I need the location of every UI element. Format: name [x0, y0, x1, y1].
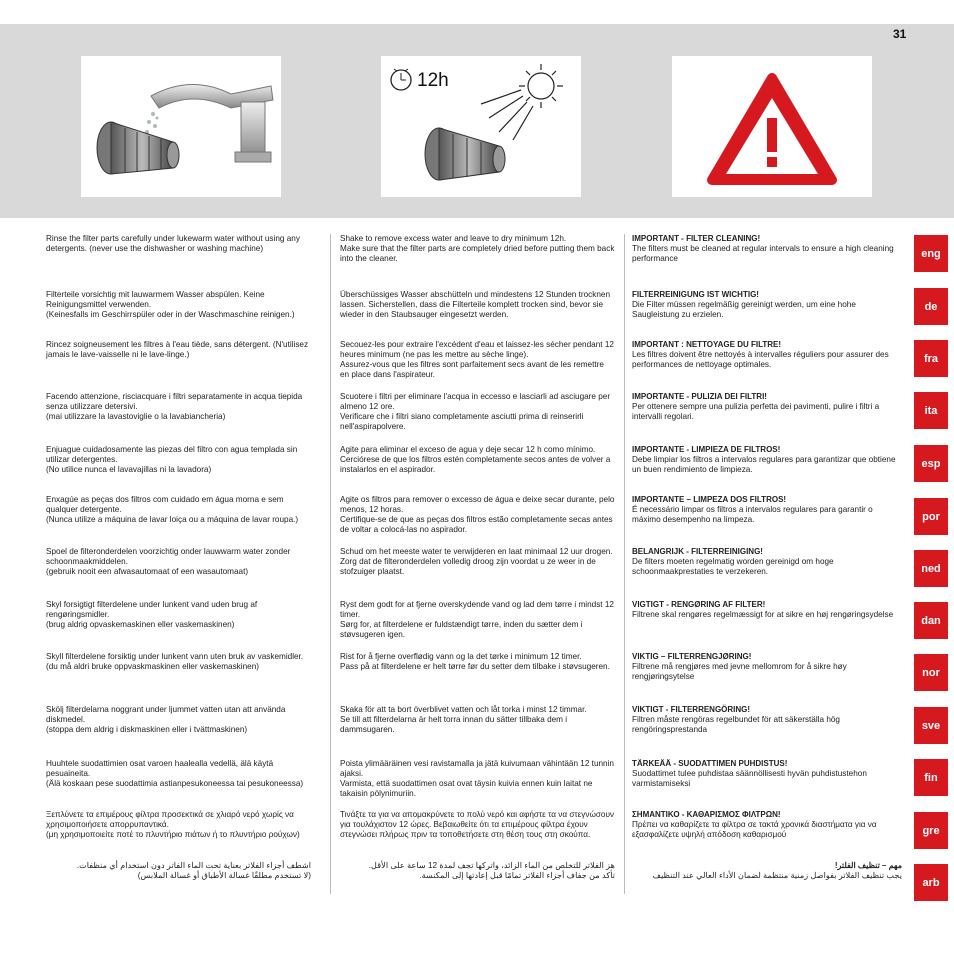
- warning-title: TÄRKEÄÄ - SUODATTIMEN PUHDISTUS!: [632, 759, 788, 768]
- instruction-text: (mai utilizzare la lavastoviglie o la lavabiancheria): [46, 412, 226, 421]
- instruction-fin: [46, 759, 311, 789]
- instruction-text: Cerciórese de que los filtros estén completamente secos antes de volver a instalarlos en el aspirador.: [340, 455, 611, 474]
- language-tab-fin: fin: [914, 759, 948, 796]
- language-tab-de: de: [914, 288, 948, 325]
- instruction-text: Skyll filterdelene forsiktig under lunkent vann uten bruk av vaskemidler.: [46, 652, 304, 661]
- instruction-de: [632, 290, 902, 320]
- instruction-fin: [340, 759, 615, 799]
- instruction-nor: [632, 652, 902, 682]
- warning-title: FILTERREINIGUNG IST WICHTIG!: [632, 290, 759, 299]
- warning-body: Les filtres doivent être nettoyés à intervalles réguliers pour assurer des performances de nettoyage optimales.: [632, 350, 889, 369]
- instruction-ita: [632, 392, 902, 422]
- instruction-sve: [632, 705, 902, 735]
- instruction-text: Assurez-vous que les filtres sont parfaitement secs avant de les remettre en place dans l'aspirateur.: [340, 360, 604, 379]
- language-tab-ned: ned: [914, 550, 948, 587]
- warning-body: Suodattimet tulee puhdistaa säännöllisesti hyvän puhdistustehon varmistamiseksi: [632, 769, 867, 788]
- instruction-gre: [340, 810, 615, 840]
- instruction-dan: [46, 600, 311, 630]
- instruction-fra: [46, 340, 311, 360]
- instruction-text: Facendo attenzione, risciacquare i filtri separatamente in acqua tiepida senza utilizzare detersivi.: [46, 392, 303, 411]
- instruction-text: Überschüssiges Wasser abschütteln und mindestens 12 Stunden trocknen lassen. Sicherstellen, dass die Filterteile komplett trocken sind, bevor sie wieder in den Staubsauger eingesetzt werden.: [340, 290, 611, 319]
- page-number: 31: [893, 27, 907, 41]
- instruction-ita: [46, 392, 311, 422]
- column-divider: [624, 234, 625, 894]
- instruction-de: [46, 290, 311, 320]
- warning-triangle-icon: [712, 78, 832, 180]
- instruction-text: Skaka för att ta bort överblivet vatten och låt torka i minst 12 timmar.: [340, 705, 587, 714]
- language-tab-ita: ita: [914, 392, 948, 429]
- instruction-arb: [46, 861, 311, 881]
- instruction-text: Scuotere i filtri per eliminare l'acqua in eccesso e lasciarli ad asciugare per almeno 12 ore.: [340, 392, 611, 411]
- instruction-text: (Nunca utilize a máquina de lavar loiça ou a máquina de lavar roupa.): [46, 515, 299, 524]
- instruction-esp: [632, 445, 902, 475]
- instruction-text: (لا تستخدم مطلقًا غسالة الأطباق أو غسالة الملابس): [137, 871, 311, 880]
- instruction-arb: [632, 861, 902, 881]
- warning-body: De filters moeten regelmatig worden gereinigd om hoge schoonmaakprestaties te verzekeren.: [632, 557, 834, 576]
- language-tab-arb: arb: [914, 864, 948, 901]
- instruction-fin: [632, 759, 902, 789]
- warning-title: IMPORTANT - FILTER CLEANING!: [632, 234, 761, 243]
- warning-body: Per ottenere sempre una pulizia perfetta dei pavimenti, pulire i filtri a intervalli regolari.: [632, 402, 880, 421]
- warning-body: يجب تنظيف الفلاتر بفواصل زمنية منتظمة لضمان الأداء العالي عند التنظيف: [652, 871, 902, 880]
- warning-title: IMPORTANTE - PULIZIA DEI FILTRI!: [632, 392, 767, 401]
- instruction-eng: [632, 234, 902, 264]
- instruction-text: Se till att filterdelarna är helt torra innan du sätter tillbaka dem i dammsugaren.: [340, 715, 568, 734]
- instruction-esp: [46, 445, 311, 475]
- warning-title: IMPORTANTE - LIMPIEZA DE FILTROS!: [632, 445, 781, 454]
- instruction-text: هز الفلاتر للتخلص من الماء الزائد، واتركها تجف لمدة 12 ساعة على الأقل.: [368, 861, 615, 870]
- warning-title: VIKTIG – FILTERRENGJØRING!: [632, 652, 752, 661]
- warning-panel: [672, 56, 872, 197]
- instruction-por: [632, 495, 902, 525]
- instruction-dan: [340, 600, 615, 640]
- language-tab-gre: gre: [914, 812, 948, 849]
- instruction-ned: [632, 547, 902, 577]
- instruction-text: Rist for å fjerne overflødig vann og la det tørke i minimum 12 timer.: [340, 652, 582, 661]
- instruction-text: Make sure that the filter parts are completely dried before putting them back into the cleaner.: [340, 244, 615, 263]
- instruction-eng: [46, 234, 311, 254]
- instruction-text: Ξεπλύνετε τα επιμέρους φίλτρα προσεκτικά σε χλιαρό νερό χωρίς να χρησιμοποιήσετε απορρυπαντικά.: [46, 810, 294, 829]
- instruction-text: اشطف أجزاء الفلاتر بعناية تحت الماء الفاتر دون استخدام أي منظفات.: [76, 861, 311, 870]
- instruction-text: Agite para eliminar el exceso de agua y deje secar 12 h como mínimo.: [340, 445, 596, 454]
- warning-body: Filtrene skal rengøres regelmæssigt for at sikre en høj rengøringsydelse: [632, 610, 894, 619]
- instruction-text: Rincez soigneusement les filtres à l'eau tiède, sans détergent. (N'utilisez jamais le lave-vaisselle ni le lave-linge.): [46, 340, 309, 359]
- instruction-text: (No utilice nunca el lavavajillas ni la lavadora): [46, 465, 212, 474]
- instruction-text: Zorg dat de filteronderdelen volledig droog zijn voordat u ze weer in de stofzuiger plaatst.: [340, 557, 596, 576]
- instruction-gre: [632, 810, 902, 840]
- instruction-text: Spoel de filteronderdelen voorzichtig onder lauwwarm water zonder schoonmaakmiddelen.: [46, 547, 291, 566]
- instruction-text: Skyl forsigtigt filterdelene under lunkent vand uden brug af rengøringsmidler.: [46, 600, 258, 619]
- instruction-ned: [340, 547, 615, 577]
- language-tab-fra: fra: [914, 340, 948, 377]
- language-tab-nor: nor: [914, 654, 948, 691]
- instruction-text: Sørg for, at filterdelene er fuldstændigt tørre, inden du sætter dem i støvsugeren igen.: [340, 620, 583, 639]
- dry-illustration: [381, 56, 581, 197]
- instruction-text: (brug aldrig opvaskemaskinen eller vaskemaskinen): [46, 620, 235, 629]
- instruction-nor: [340, 652, 615, 672]
- clock-label: 12h: [417, 70, 449, 91]
- warning-body: Filtren måste rengöras regelbundet för att säkerställa hög rengöringsprestanda: [632, 715, 840, 734]
- instruction-por: [46, 495, 311, 525]
- warning-title: BELANGRIJK - FILTERREINIGING!: [632, 547, 763, 556]
- instruction-text: Agite os filtros para remover o excesso de água e deixe secar durante, pelo menos, 12 horas.: [340, 495, 615, 514]
- instruction-eng: [340, 234, 615, 264]
- instruction-text: Enjuague cuidadosamente las piezas del filtro con agua templada sin utilizar detergentes.: [46, 445, 298, 464]
- rinse-illustration: [81, 56, 281, 197]
- instruction-text: Rinse the filter parts carefully under lukewarm water without using any detergents. (never use the dishwasher or washing machine): [46, 234, 300, 253]
- instruction-dan: [632, 600, 902, 620]
- instruction-sve: [46, 705, 311, 735]
- instruction-text: (gebruik nooit een afwasautomaat of een wasautomaat): [46, 567, 249, 576]
- instruction-text: Schud om het meeste water te verwijderen en laat minimaal 12 uur drogen.: [340, 547, 613, 556]
- instruction-text: Filterteile vorsichtig mit lauwarmem Wasser abspülen. Keine Reinigungsmittel verwenden.: [46, 290, 265, 309]
- instruction-de: [340, 290, 615, 320]
- instruction-fra: [340, 340, 615, 380]
- instruction-por: [340, 495, 615, 535]
- warning-body: É necessário limpar os filtros a intervalos regulares para garantir o máximo desempenho na limpeza.: [632, 505, 873, 524]
- instruction-text: (du må aldri bruke oppvaskmaskinen eller vaskemaskinen): [46, 662, 259, 671]
- warning-title: ΣΗΜΑΝΤΙΚΟ - ΚΑΘΑΡΙΣΜΟΣ ΦΙΛΤΡΩΝ!: [632, 810, 781, 819]
- warning-body: Πρέπει να καθαρίζετε τα φίλτρα σε τακτά χρονικά διαστήματα για να εξασφαλίζετε υψηλή απόδοση καθαρισμού: [632, 820, 877, 839]
- instruction-sve: [340, 705, 615, 735]
- warning-title: IMPORTANTE – LIMPEZA DOS FILTROS!: [632, 495, 787, 504]
- instruction-fra: [632, 340, 902, 370]
- language-tab-sve: sve: [914, 707, 948, 744]
- clock-icon: [391, 69, 411, 90]
- instruction-text: Secouez-les pour extraire l'excédent d'eau et laissez-les sécher pendant 12 heures minimum (ne pas les mettre au sèche linge).: [340, 340, 614, 359]
- sun-icon: [481, 64, 563, 140]
- instruction-text: Enxagúe as peças dos filtros com cuidado em água morna e sem qualquer detergente.: [46, 495, 284, 514]
- instruction-text: Τινάξτε τα για να απομακρύνετε το πολύ νερό και αφήστε τα να στεγνώσουν για τουλάχιστον 12 ώρες. Βεβαιωθείτε ότι τα επιμέρους φίλτρα έχουν στεγνώσει πλήρως πριν τα τοποθετήσετε στη θέση τους στη σκούπα.: [340, 810, 615, 839]
- instruction-text: (stoppa dem aldrig i diskmaskinen eller i tvättmaskinen): [46, 725, 248, 734]
- instruction-text: Pass på at filterdelene er helt tørre før du setter dem tilbake i støvsugeren.: [340, 662, 610, 671]
- instruction-text: Shake to remove excess water and leave to dry minimum 12h.: [340, 234, 567, 243]
- instruction-gre: [46, 810, 311, 840]
- instruction-text: (Keinesfalls im Geschirrspüler oder in der Waschmaschine reinigen.): [46, 310, 295, 319]
- instruction-text: تأكد من جفاف أجزاء الفلاتر تمامًا قبل إعادتها إلى المكنسة.: [419, 871, 615, 880]
- instruction-text: (Älä koskaan pese suodattimia astianpesukoneessa tai pesukoneessa): [46, 779, 304, 788]
- warning-body: The filters must be cleaned at regular intervals to ensure a high cleaning performance: [632, 244, 894, 263]
- instruction-text: Certifique-se de que as peças dos filtros estão completamente secas antes de voltar a colocá-las no aspirador.: [340, 515, 613, 534]
- instruction-text: Poista ylimääräinen vesi ravistamalla ja jätä kuivumaan vähintään 12 tunnin ajaksi.: [340, 759, 614, 778]
- warning-title: VIGTIGT - RENGØRING AF FILTER!: [632, 600, 766, 609]
- warning-body: Die Filter müssen regelmäßig gereinigt werden, um eine hohe Saugleistung zu erzielen.: [632, 300, 856, 319]
- language-tab-dan: dan: [914, 602, 948, 639]
- column-divider: [330, 234, 331, 894]
- instruction-esp: [340, 445, 615, 475]
- instruction-arb: [340, 861, 615, 881]
- instruction-text: (μη χρησιμοποιείτε ποτέ το πλυντήριο πιάτων ή το πλυντήριο ρούχων): [46, 830, 300, 839]
- instruction-text: Huuhtele suodattimien osat varoen haalealla vedellä, älä käytä pesuaineita.: [46, 759, 274, 778]
- warning-title: IMPORTANT : NETTOYAGE DU FILTRE!: [632, 340, 782, 349]
- instruction-text: Verificare che i filtri siano completamente asciutti prima di reinserirli nell'aspirapolvere.: [340, 412, 584, 431]
- warning-title: مهم – تنظيف الفلتر!: [834, 861, 902, 870]
- language-tab-eng: eng: [914, 235, 948, 272]
- warning-body: Filtrene må rengjøres med jevne mellomrom for å sikre høy rengjøringsytelse: [632, 662, 847, 681]
- language-tab-esp: esp: [914, 445, 948, 482]
- instruction-text: Skölj filterdelarna noggrant under ljummet vatten utan att använda diskmedel.: [46, 705, 286, 724]
- warning-body: Debe limpiar los filtros a intervalos regulares para garantizar que obtiene un buen rendimiento de limpieza.: [632, 455, 896, 474]
- instruction-ned: [46, 547, 311, 577]
- instruction-nor: [46, 652, 311, 672]
- instruction-text: Ryst dem godt for at fjerne overskydende vand og lad dem tørre i mindst 12 timer.: [340, 600, 614, 619]
- language-tab-por: por: [914, 498, 948, 535]
- warning-title: VIKTIGT - FILTERRENGÖRING!: [632, 705, 751, 714]
- instruction-ita: [340, 392, 615, 432]
- instruction-text: Varmista, että suodattimen osat ovat täysin kuivia ennen kuin laitat ne takaisin pölynimuriin.: [340, 779, 593, 798]
